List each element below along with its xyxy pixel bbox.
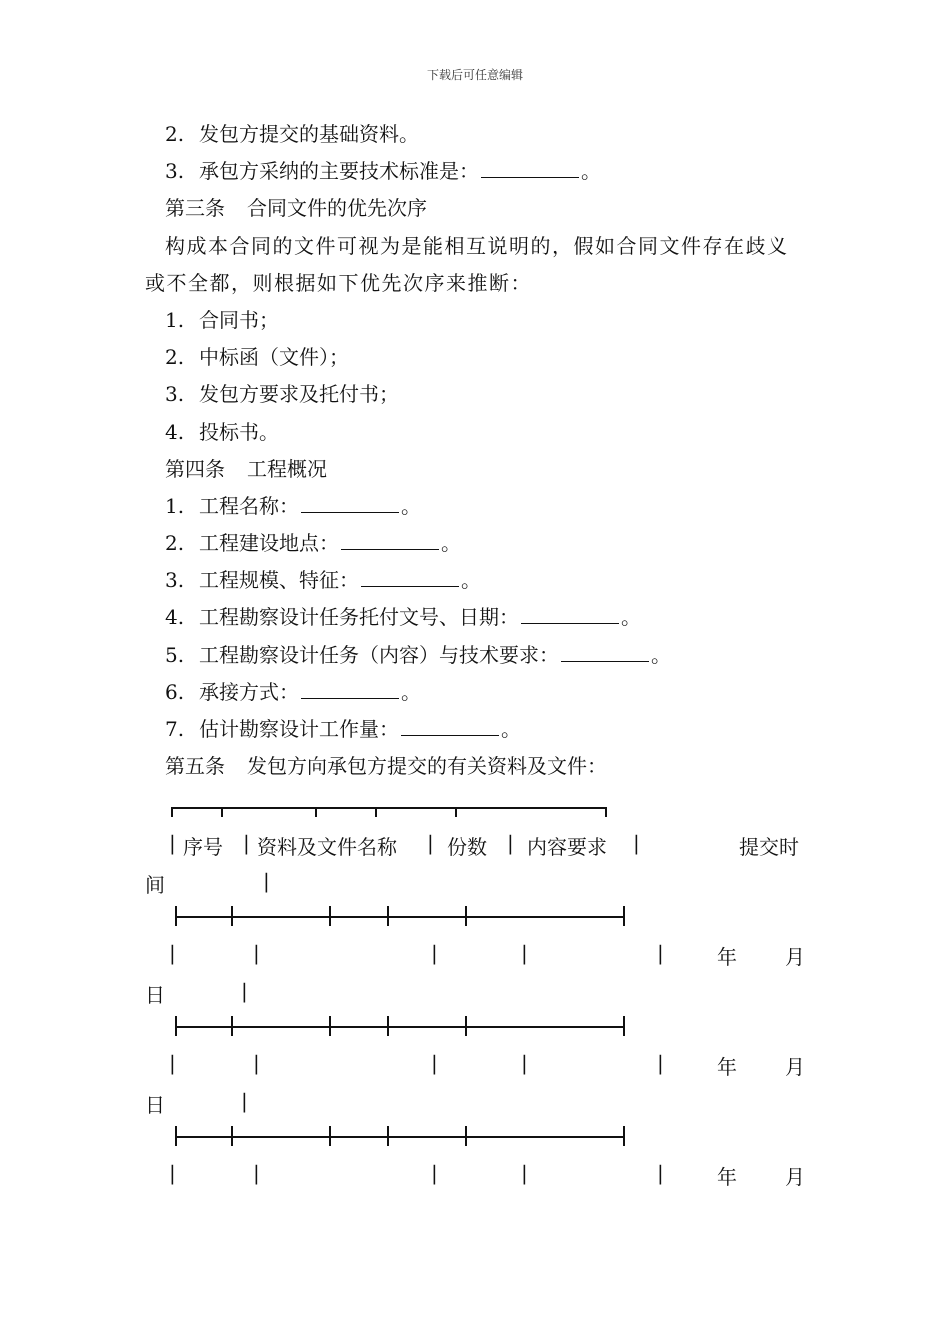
table-header-cell: 份数: [447, 835, 487, 860]
table-divider: |: [253, 1051, 260, 1076]
item-number: 2.: [165, 531, 185, 556]
table-header-cell: 序号: [183, 835, 223, 860]
table-divider: |: [253, 941, 260, 966]
table-divider: |: [507, 831, 514, 856]
table-tick: [387, 906, 389, 926]
article-heading: [145, 748, 805, 785]
item-number: 3.: [165, 159, 185, 184]
table-divider: |: [657, 941, 664, 966]
list-item: [145, 488, 805, 525]
item-number: 1.: [165, 493, 185, 518]
fill-blank: [301, 490, 399, 513]
table-tick: [231, 1126, 233, 1146]
table-row-rule: [175, 916, 623, 918]
article-title: 发包方向承包方提交的有关资料及文件：: [247, 754, 607, 779]
date-day: 日: [145, 983, 165, 1008]
article-heading: [145, 451, 805, 488]
list-item: [145, 599, 805, 636]
table-tick: [231, 1016, 233, 1036]
list-item: [145, 637, 805, 674]
table-divider: |: [633, 831, 640, 856]
table-divider: |: [241, 1089, 248, 1114]
item-suffix: 。: [441, 531, 461, 556]
item-text: 工程建设地点：: [199, 531, 339, 556]
date-month: 月: [785, 945, 805, 970]
table-divider: |: [431, 941, 438, 966]
list-item: [145, 339, 805, 376]
table-divider: |: [521, 1161, 528, 1186]
item-number: 3.: [165, 382, 185, 407]
article-number: 第五条: [165, 754, 225, 779]
item-number: 7.: [165, 717, 185, 742]
table-tick: [231, 906, 233, 926]
table-tick: [175, 1126, 177, 1146]
list-item: [145, 711, 805, 748]
fill-blank: [341, 527, 439, 550]
date-month: 月: [785, 1055, 805, 1080]
item-number: 5.: [165, 642, 185, 667]
item-suffix: 。: [581, 159, 601, 184]
article-number: 第三条: [165, 196, 225, 221]
table-header-cell: 提交时: [739, 835, 799, 860]
date-year: 年: [717, 1165, 737, 1190]
table-row-rule: [175, 1136, 623, 1138]
item-text: 工程勘察设计任务（内容）与技术要求：: [199, 642, 559, 667]
table-tick: [221, 807, 223, 817]
table-divider: |: [427, 831, 434, 856]
item-suffix: 。: [501, 717, 521, 742]
item-text: 投标书。: [199, 419, 279, 444]
table-divider: |: [521, 1051, 528, 1076]
table-tick: [465, 1126, 467, 1146]
table-divider: |: [263, 869, 270, 894]
table-header-cell: 资料及文件名称: [257, 835, 397, 860]
submission-table: [145, 785, 805, 1190]
table-divider: |: [241, 979, 248, 1004]
article-number: 第四条: [165, 456, 225, 481]
article-paragraph: 构成本合同的文件可视为是能相互说明的，假如合同文件存在歧义或不全都，则根据如下优先次序来推断：: [145, 233, 789, 295]
table-tick: [465, 1016, 467, 1036]
item-text: 承接方式：: [199, 679, 299, 704]
table-divider: |: [431, 1051, 438, 1076]
article-title: 工程概况: [247, 456, 327, 481]
table-tick: [455, 807, 457, 817]
list-item: [145, 153, 805, 190]
document-body: [145, 116, 805, 1190]
list-item: [145, 302, 805, 339]
table-header-cell: 内容要求: [527, 835, 607, 860]
table-tick: [623, 906, 625, 926]
table-tick: [465, 906, 467, 926]
page-header: 下载后可任意编辑: [426, 68, 523, 82]
item-text: 工程勘察设计任务托付文号、日期：: [199, 605, 519, 630]
fill-blank: [301, 676, 399, 699]
table-tick: [375, 807, 377, 817]
date-month: 月: [785, 1165, 805, 1190]
item-number: 2.: [165, 345, 185, 370]
item-number: 3.: [165, 568, 185, 593]
table-divider: |: [657, 1161, 664, 1186]
list-item: [145, 116, 805, 153]
item-suffix: 。: [651, 642, 671, 667]
item-text: 中标函（文件）；: [199, 345, 349, 370]
item-text: 工程规模、特征：: [199, 568, 359, 593]
article-title: 合同文件的优先次序: [247, 196, 427, 221]
table-divider: |: [169, 1051, 176, 1076]
table-tick: [175, 1016, 177, 1036]
date-year: 年: [717, 945, 737, 970]
fill-blank: [401, 713, 499, 736]
table-tick: [623, 1016, 625, 1036]
list-item: [145, 674, 805, 711]
table-tick: [605, 807, 607, 817]
table-header-cell: 间: [145, 873, 165, 898]
table-tick: [329, 1016, 331, 1036]
item-suffix: 。: [621, 605, 641, 630]
table-divider: |: [169, 941, 176, 966]
table-tick: [315, 807, 317, 817]
item-text: 发包方提交的基础资料。: [199, 122, 419, 146]
list-item: [145, 414, 805, 451]
table-divider: |: [657, 1051, 664, 1076]
item-number: 4.: [165, 605, 185, 630]
table-tick: [623, 1126, 625, 1146]
list-item: [145, 525, 805, 562]
table-top-rule: [171, 807, 605, 809]
fill-blank: [481, 155, 579, 178]
table-tick: [329, 1126, 331, 1146]
item-text: 发包方要求及托付书；: [199, 382, 399, 407]
item-text: 承包方采纳的主要技术标准是：: [199, 159, 479, 184]
item-number: 6.: [165, 679, 185, 704]
table-divider: |: [243, 831, 250, 856]
date-day: 日: [145, 1093, 165, 1118]
article-heading: [145, 190, 805, 227]
table-tick: [171, 807, 173, 817]
fill-blank: [521, 601, 619, 624]
item-number: 2.: [165, 122, 185, 146]
table-divider: |: [521, 941, 528, 966]
item-suffix: 。: [401, 493, 421, 518]
item-text: 工程名称：: [199, 493, 299, 518]
table-row-rule: [175, 1026, 623, 1028]
item-text: 合同书；: [199, 307, 279, 332]
table-divider: |: [169, 831, 176, 856]
list-item: [145, 562, 805, 599]
table-tick: [175, 906, 177, 926]
table-tick: [387, 1016, 389, 1036]
table-tick: [329, 906, 331, 926]
table-divider: |: [169, 1161, 176, 1186]
table-tick: [387, 1126, 389, 1146]
table-divider: |: [431, 1161, 438, 1186]
item-number: 1.: [165, 307, 185, 332]
item-number: 4.: [165, 419, 185, 444]
item-suffix: 。: [461, 568, 481, 593]
item-suffix: 。: [401, 679, 421, 704]
fill-blank: [361, 564, 459, 587]
item-text: 估计勘察设计工作量：: [199, 717, 399, 742]
date-year: 年: [717, 1055, 737, 1080]
table-divider: |: [253, 1161, 260, 1186]
fill-blank: [561, 639, 649, 662]
list-item: [145, 376, 805, 413]
